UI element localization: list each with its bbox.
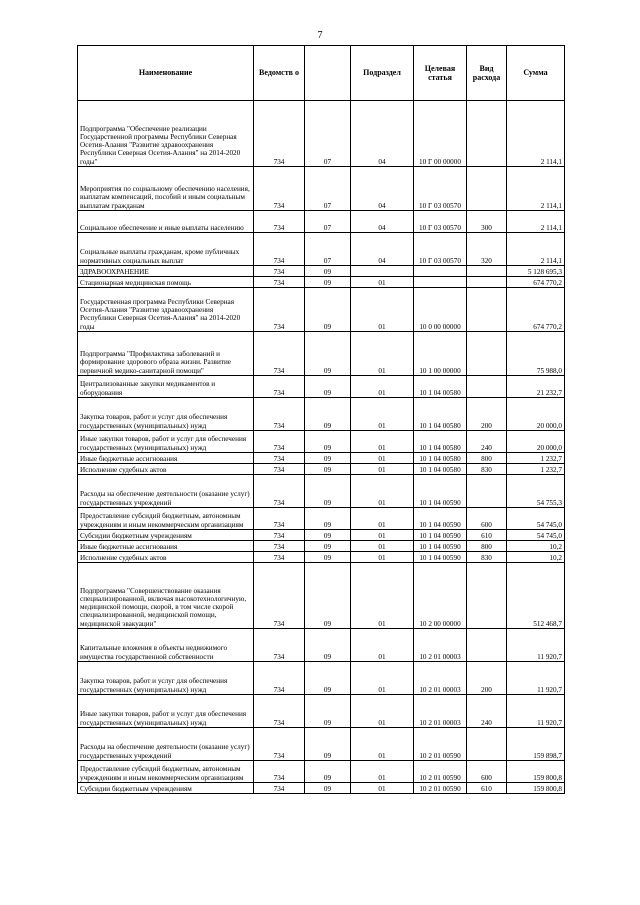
table-row bbox=[78, 332, 565, 376]
row-name-cell: Исполнение судебных актов bbox=[78, 464, 254, 475]
row-section-cell: 09 bbox=[305, 695, 351, 728]
page-number: 7 bbox=[317, 30, 323, 41]
row-section-cell: 09 bbox=[305, 398, 351, 431]
row-target-item-cell: 10 Г 03 00570 bbox=[414, 211, 467, 233]
row-expense-type-cell: 300 bbox=[467, 211, 507, 233]
row-target-item-cell: 10 2 00 00000 bbox=[414, 563, 467, 629]
row-department-cell: 734 bbox=[254, 376, 305, 398]
row-department-cell: 734 bbox=[254, 464, 305, 475]
row-name-cell: Закупка товаров, работ и услуг для обеспечения государственных (муниципальных) нужд bbox=[78, 398, 254, 431]
row-name-cell: Закупка товаров, работ и услуг для обеспечения государственных (муниципальных) нужд bbox=[78, 662, 254, 695]
table-row bbox=[78, 475, 565, 508]
row-amount-cell: 20 000,0 bbox=[507, 431, 565, 453]
row-section-cell: 07 bbox=[305, 167, 351, 211]
row-department-cell: 734 bbox=[254, 761, 305, 783]
row-amount-cell: 674 770,2 bbox=[507, 277, 565, 288]
header-name: Наименование bbox=[78, 46, 254, 101]
row-subsection-cell: 01 bbox=[351, 464, 414, 475]
row-section-cell: 09 bbox=[305, 266, 351, 277]
row-expense-type-cell: 610 bbox=[467, 783, 507, 794]
table-row bbox=[78, 266, 565, 277]
table-row bbox=[78, 464, 565, 475]
row-subsection-cell: 01 bbox=[351, 783, 414, 794]
row-expense-type-cell: 830 bbox=[467, 552, 507, 563]
row-target-item-cell: 10 1 04 00590 bbox=[414, 552, 467, 563]
row-target-item-cell: 10 0 00 00000 bbox=[414, 288, 467, 332]
row-name-cell: Социальные выплаты гражданам, кроме публичных нормативных социальных выплат bbox=[78, 233, 254, 266]
table-header-row bbox=[78, 46, 565, 101]
table-row bbox=[78, 530, 565, 541]
row-subsection-cell: 01 bbox=[351, 508, 414, 530]
row-expense-type-cell bbox=[467, 629, 507, 662]
row-section-cell: 09 bbox=[305, 662, 351, 695]
row-subsection-cell: 01 bbox=[351, 563, 414, 629]
row-amount-cell: 11 920,7 bbox=[507, 629, 565, 662]
row-amount-cell: 11 920,7 bbox=[507, 662, 565, 695]
row-subsection-cell: 01 bbox=[351, 277, 414, 288]
row-amount-cell: 20 000,0 bbox=[507, 398, 565, 431]
budget-table bbox=[77, 45, 565, 794]
row-name-cell: Иные закупки товаров, работ и услуг для обеспечения государственных (муниципальных) нужд bbox=[78, 695, 254, 728]
row-department-cell: 734 bbox=[254, 508, 305, 530]
row-department-cell: 734 bbox=[254, 728, 305, 761]
row-subsection-cell: 01 bbox=[351, 662, 414, 695]
row-subsection-cell: 01 bbox=[351, 728, 414, 761]
row-target-item-cell: 10 Г 03 00570 bbox=[414, 167, 467, 211]
row-target-item-cell: 10 2 01 00003 bbox=[414, 662, 467, 695]
row-subsection-cell: 01 bbox=[351, 541, 414, 552]
row-name-cell: ЗДРАВООХРАНЕНИЕ bbox=[78, 266, 254, 277]
row-section-cell: 09 bbox=[305, 629, 351, 662]
row-section-cell: 09 bbox=[305, 541, 351, 552]
row-subsection-cell: 01 bbox=[351, 332, 414, 376]
table-row bbox=[78, 288, 565, 332]
row-name-cell: Субсидии бюджетным учреждениям bbox=[78, 530, 254, 541]
row-target-item-cell: 10 Г 00 00000 bbox=[414, 101, 467, 167]
header-section bbox=[305, 46, 351, 101]
row-subsection-cell: 01 bbox=[351, 695, 414, 728]
row-target-item-cell: 10 1 04 00580 bbox=[414, 376, 467, 398]
row-department-cell: 734 bbox=[254, 783, 305, 794]
row-department-cell: 734 bbox=[254, 277, 305, 288]
row-name-cell: Стационарная медицинская помощь bbox=[78, 277, 254, 288]
row-subsection-cell: 01 bbox=[351, 761, 414, 783]
row-amount-cell: 2 114,1 bbox=[507, 167, 565, 211]
row-subsection-cell: 01 bbox=[351, 530, 414, 541]
row-section-cell: 09 bbox=[305, 475, 351, 508]
row-target-item-cell: 10 1 04 00580 bbox=[414, 453, 467, 464]
row-amount-cell: 2 114,1 bbox=[507, 211, 565, 233]
row-target-item-cell bbox=[414, 277, 467, 288]
table-row bbox=[78, 783, 565, 794]
row-expense-type-cell: 240 bbox=[467, 695, 507, 728]
row-target-item-cell: 10 1 04 00590 bbox=[414, 475, 467, 508]
row-amount-cell: 512 468,7 bbox=[507, 563, 565, 629]
row-name-cell: Государственная программа Республики Северная Осетия-Алания "Развитие здравоохранения Республики Северная Осетия-Алания" на 2014-2020 годы bbox=[78, 288, 254, 332]
header-expense-type: Вид расхода bbox=[467, 46, 507, 101]
row-expense-type-cell: 600 bbox=[467, 761, 507, 783]
row-subsection-cell: 04 bbox=[351, 101, 414, 167]
row-target-item-cell: 10 1 04 00580 bbox=[414, 398, 467, 431]
row-department-cell: 734 bbox=[254, 695, 305, 728]
row-subsection-cell: 01 bbox=[351, 629, 414, 662]
row-target-item-cell: 10 1 00 00000 bbox=[414, 332, 467, 376]
row-department-cell: 734 bbox=[254, 211, 305, 233]
row-amount-cell: 75 988,0 bbox=[507, 332, 565, 376]
row-amount-cell: 5 128 695,3 bbox=[507, 266, 565, 277]
row-target-item-cell: 10 2 01 00590 bbox=[414, 728, 467, 761]
row-department-cell: 734 bbox=[254, 662, 305, 695]
table-row bbox=[78, 629, 565, 662]
table-row bbox=[78, 761, 565, 783]
table-row bbox=[78, 376, 565, 398]
header-department: Ведомств о bbox=[254, 46, 305, 101]
row-subsection-cell: 01 bbox=[351, 475, 414, 508]
table-row bbox=[78, 167, 565, 211]
table-row bbox=[78, 662, 565, 695]
row-section-cell: 09 bbox=[305, 277, 351, 288]
row-name-cell: Иные бюджетные ассигнования bbox=[78, 453, 254, 464]
row-expense-type-cell: 610 bbox=[467, 530, 507, 541]
header-subsection: Подраздел bbox=[351, 46, 414, 101]
row-name-cell: Подпрограмма "Совершенствование оказания специализированной, включая высокотехнологичную, медицинской помощи, скорой, в том числе скорой специализированной, медицинской помощи, медицинской эвакуации" bbox=[78, 563, 254, 629]
row-subsection-cell: 04 bbox=[351, 167, 414, 211]
row-expense-type-cell: 800 bbox=[467, 453, 507, 464]
table-row bbox=[78, 398, 565, 431]
row-amount-cell: 159 800,8 bbox=[507, 761, 565, 783]
row-amount-cell: 54 755,3 bbox=[507, 475, 565, 508]
row-department-cell: 734 bbox=[254, 266, 305, 277]
table-row bbox=[78, 508, 565, 530]
row-section-cell: 09 bbox=[305, 552, 351, 563]
row-expense-type-cell: 320 bbox=[467, 233, 507, 266]
row-name-cell: Мероприятия по социальному обеспечению населения, выплатам компенсаций, пособий и иным социальным выплатам гражданам bbox=[78, 167, 254, 211]
row-section-cell: 09 bbox=[305, 431, 351, 453]
table-row bbox=[78, 541, 565, 552]
row-department-cell: 734 bbox=[254, 530, 305, 541]
table-row bbox=[78, 695, 565, 728]
row-target-item-cell: 10 1 04 00590 bbox=[414, 508, 467, 530]
header-amount: Сумма bbox=[507, 46, 565, 101]
row-target-item-cell: 10 2 01 00003 bbox=[414, 629, 467, 662]
row-expense-type-cell bbox=[467, 288, 507, 332]
row-expense-type-cell bbox=[467, 332, 507, 376]
table-row bbox=[78, 453, 565, 464]
row-department-cell: 734 bbox=[254, 541, 305, 552]
table-row bbox=[78, 431, 565, 453]
row-subsection-cell: 01 bbox=[351, 288, 414, 332]
row-section-cell: 09 bbox=[305, 530, 351, 541]
row-section-cell: 09 bbox=[305, 464, 351, 475]
row-department-cell: 734 bbox=[254, 332, 305, 376]
row-department-cell: 734 bbox=[254, 431, 305, 453]
row-section-cell: 09 bbox=[305, 761, 351, 783]
row-amount-cell: 10,2 bbox=[507, 541, 565, 552]
row-target-item-cell: 10 1 04 00590 bbox=[414, 530, 467, 541]
row-amount-cell: 159 800,8 bbox=[507, 783, 565, 794]
table-row bbox=[78, 277, 565, 288]
row-amount-cell: 21 232,7 bbox=[507, 376, 565, 398]
row-target-item-cell bbox=[414, 266, 467, 277]
row-section-cell: 09 bbox=[305, 783, 351, 794]
row-section-cell: 09 bbox=[305, 332, 351, 376]
table-row bbox=[78, 211, 565, 233]
row-expense-type-cell bbox=[467, 563, 507, 629]
row-section-cell: 09 bbox=[305, 453, 351, 464]
row-department-cell: 734 bbox=[254, 629, 305, 662]
row-expense-type-cell bbox=[467, 266, 507, 277]
row-expense-type-cell: 600 bbox=[467, 508, 507, 530]
row-section-cell: 07 bbox=[305, 233, 351, 266]
row-expense-type-cell: 830 bbox=[467, 464, 507, 475]
row-department-cell: 734 bbox=[254, 563, 305, 629]
row-expense-type-cell: 800 bbox=[467, 541, 507, 552]
row-target-item-cell: 10 Г 03 00570 bbox=[414, 233, 467, 266]
row-section-cell: 09 bbox=[305, 376, 351, 398]
row-amount-cell: 2 114,1 bbox=[507, 101, 565, 167]
row-name-cell: Субсидии бюджетным учреждениям bbox=[78, 783, 254, 794]
row-name-cell: Подпрограмма "Профилактика заболеваний и формирование здорового образа жизни. Развитие первичной медико-санитарной помощи" bbox=[78, 332, 254, 376]
row-department-cell: 734 bbox=[254, 453, 305, 464]
row-amount-cell: 2 114,1 bbox=[507, 233, 565, 266]
row-amount-cell: 1 232,7 bbox=[507, 464, 565, 475]
row-amount-cell: 54 745,0 bbox=[507, 508, 565, 530]
row-subsection-cell: 01 bbox=[351, 453, 414, 464]
row-amount-cell: 11 920,7 bbox=[507, 695, 565, 728]
row-target-item-cell: 10 1 04 00580 bbox=[414, 431, 467, 453]
row-subsection-cell: 01 bbox=[351, 398, 414, 431]
row-section-cell: 09 bbox=[305, 288, 351, 332]
row-target-item-cell: 10 1 04 00580 bbox=[414, 464, 467, 475]
row-department-cell: 734 bbox=[254, 101, 305, 167]
row-amount-cell: 674 770,2 bbox=[507, 288, 565, 332]
row-expense-type-cell: 200 bbox=[467, 398, 507, 431]
table-row bbox=[78, 728, 565, 761]
row-name-cell: Подпрограмма "Обеспечение реализации Государственной программы Республики Северная Осетия-Алания "Развитие здравоохранения Республики Северная Осетия-Алания" на 2014-2020 годы" bbox=[78, 101, 254, 167]
table-row bbox=[78, 101, 565, 167]
row-subsection-cell: 04 bbox=[351, 211, 414, 233]
row-section-cell: 09 bbox=[305, 563, 351, 629]
row-department-cell: 734 bbox=[254, 233, 305, 266]
row-section-cell: 07 bbox=[305, 211, 351, 233]
row-amount-cell: 1 232,7 bbox=[507, 453, 565, 464]
table-row bbox=[78, 563, 565, 629]
row-expense-type-cell bbox=[467, 376, 507, 398]
row-department-cell: 734 bbox=[254, 552, 305, 563]
row-department-cell: 734 bbox=[254, 167, 305, 211]
row-name-cell: Иные бюджетные ассигнования bbox=[78, 541, 254, 552]
row-department-cell: 734 bbox=[254, 288, 305, 332]
row-target-item-cell: 10 2 01 00590 bbox=[414, 783, 467, 794]
row-expense-type-cell bbox=[467, 101, 507, 167]
row-expense-type-cell: 240 bbox=[467, 431, 507, 453]
row-name-cell: Предоставление субсидий бюджетным, автономным учреждениям и иным некоммерческим организациям bbox=[78, 761, 254, 783]
row-name-cell: Исполнение судебных актов bbox=[78, 552, 254, 563]
row-name-cell: Расходы на обеспечение деятельности (оказание услуг) государственных учреждений bbox=[78, 728, 254, 761]
row-expense-type-cell bbox=[467, 277, 507, 288]
row-department-cell: 734 bbox=[254, 398, 305, 431]
row-subsection-cell: 04 bbox=[351, 233, 414, 266]
row-target-item-cell: 10 2 01 00003 bbox=[414, 695, 467, 728]
row-subsection-cell: 01 bbox=[351, 376, 414, 398]
row-amount-cell: 10,2 bbox=[507, 552, 565, 563]
table-row bbox=[78, 233, 565, 266]
row-subsection-cell: 01 bbox=[351, 552, 414, 563]
row-subsection-cell: 01 bbox=[351, 431, 414, 453]
row-amount-cell: 54 745,0 bbox=[507, 530, 565, 541]
row-expense-type-cell bbox=[467, 167, 507, 211]
row-name-cell: Иные закупки товаров, работ и услуг для обеспечения государственных (муниципальных) нужд bbox=[78, 431, 254, 453]
row-target-item-cell: 10 2 01 00590 bbox=[414, 761, 467, 783]
row-expense-type-cell bbox=[467, 728, 507, 761]
row-section-cell: 09 bbox=[305, 728, 351, 761]
row-name-cell: Социальное обеспечение и иные выплаты населению bbox=[78, 211, 254, 233]
row-expense-type-cell bbox=[467, 475, 507, 508]
row-name-cell: Предоставление субсидий бюджетным, автономным учреждениям и иным некоммерческим организациям bbox=[78, 508, 254, 530]
row-name-cell: Централизованные закупки медикаментов и оборудования bbox=[78, 376, 254, 398]
row-subsection-cell bbox=[351, 266, 414, 277]
row-department-cell: 734 bbox=[254, 475, 305, 508]
row-section-cell: 07 bbox=[305, 101, 351, 167]
table-row bbox=[78, 552, 565, 563]
header-target-item: Целевая статья bbox=[414, 46, 467, 101]
row-name-cell: Расходы на обеспечение деятельности (оказание услуг) государственных учреждений bbox=[78, 475, 254, 508]
row-name-cell: Капитальные вложения в объекты недвижимого имущества государственной собственности bbox=[78, 629, 254, 662]
row-expense-type-cell: 200 bbox=[467, 662, 507, 695]
row-amount-cell: 159 898,7 bbox=[507, 728, 565, 761]
row-section-cell: 09 bbox=[305, 508, 351, 530]
row-target-item-cell: 10 1 04 00590 bbox=[414, 541, 467, 552]
